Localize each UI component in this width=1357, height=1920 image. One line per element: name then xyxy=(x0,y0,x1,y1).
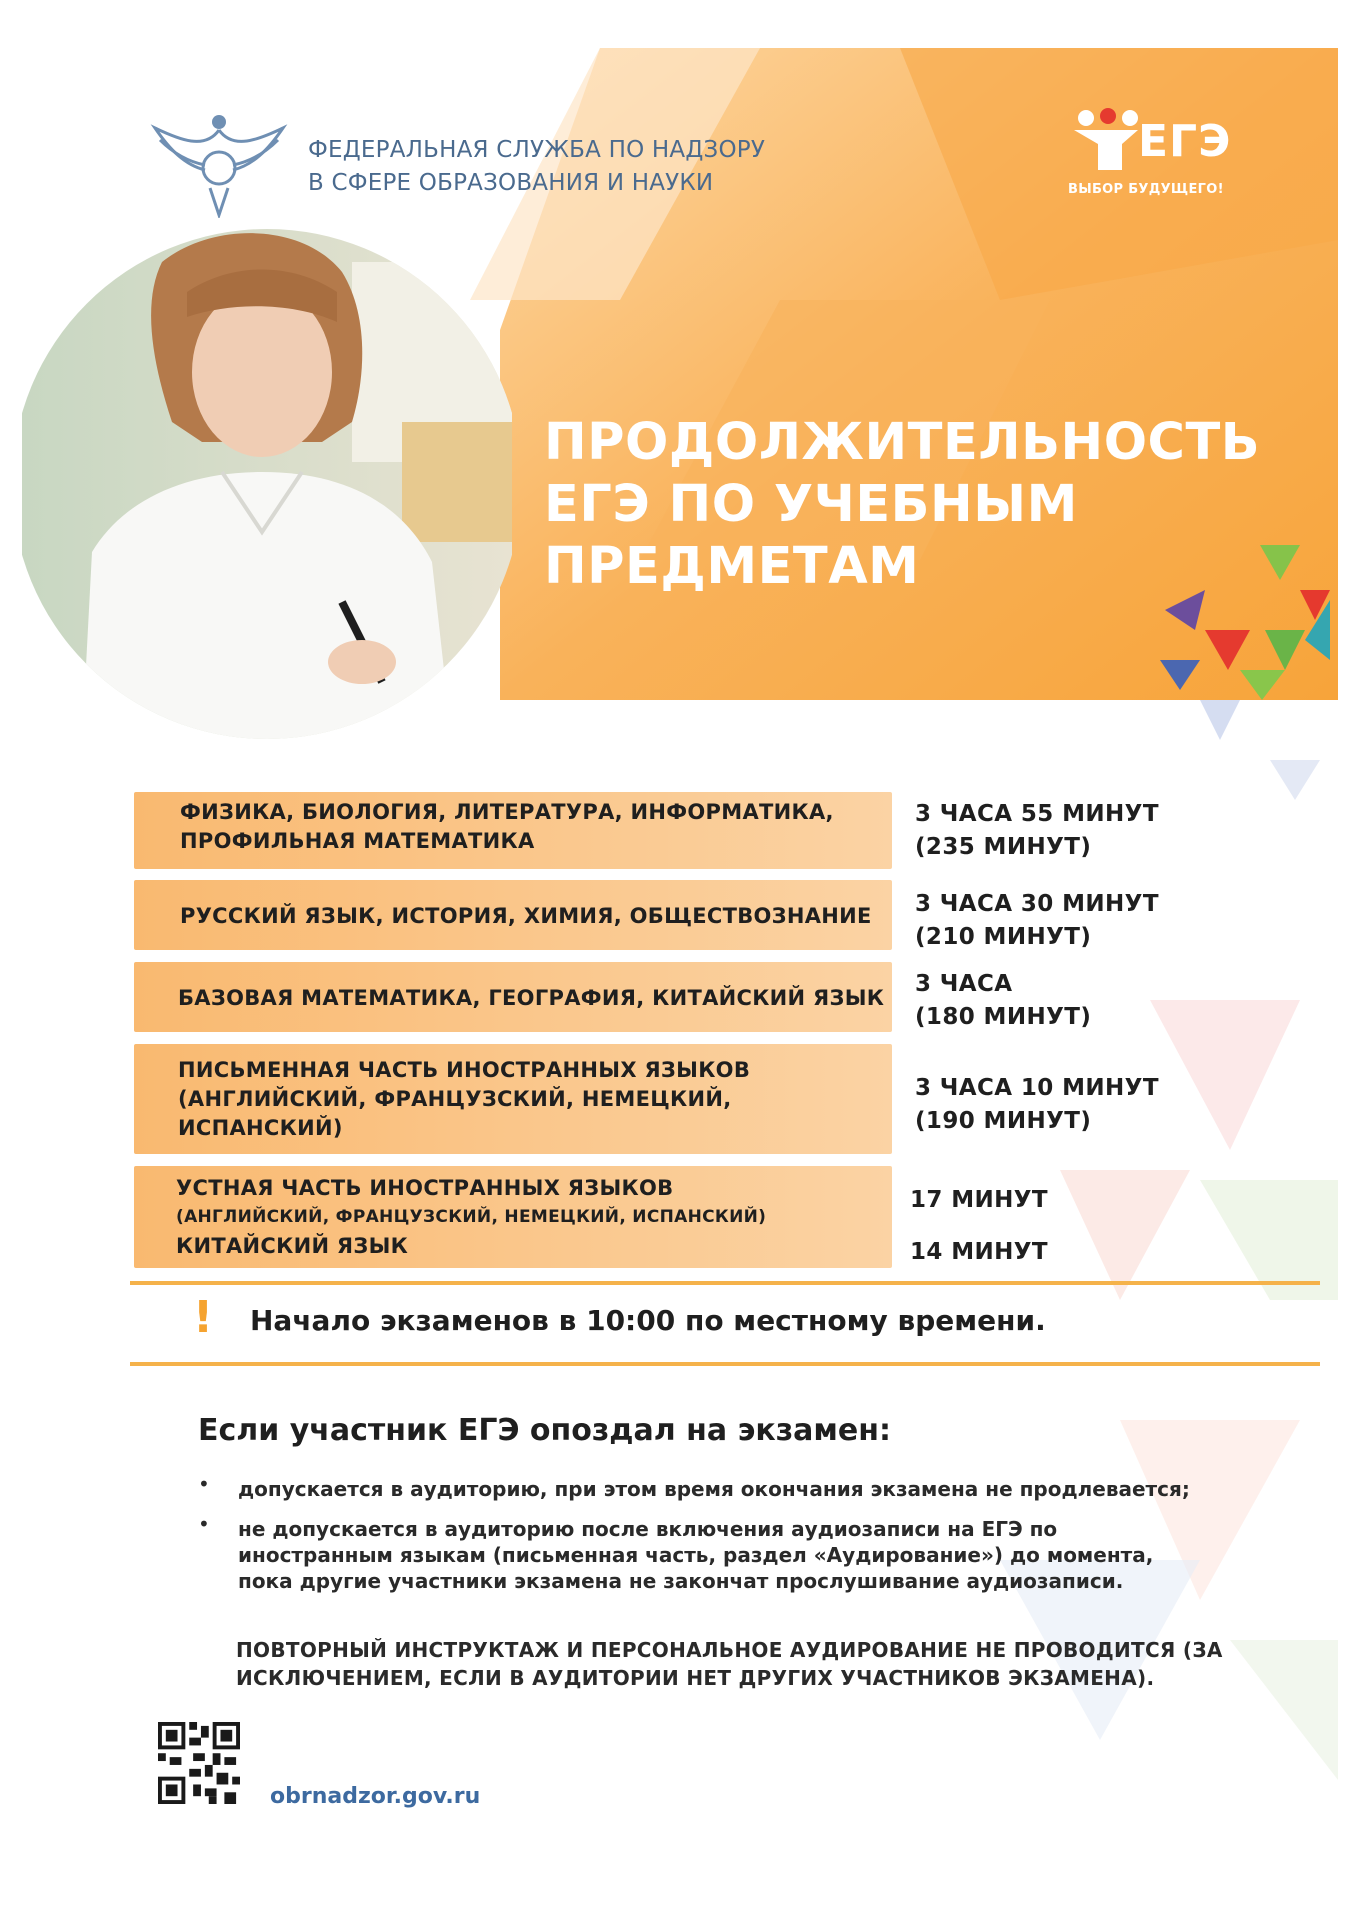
agency-line-1: ФЕДЕРАЛЬНАЯ СЛУЖБА ПО НАДЗОРУ xyxy=(308,137,766,163)
duration-line: 17 МИНУТ xyxy=(910,1187,1049,1213)
bullet-text: допускается в аудиторию, при этом время окончания экзамена не продлевается; xyxy=(238,1477,1190,1501)
duration-cell xyxy=(915,968,1091,1034)
note-line: ПОВТОРНЫЙ ИНСТРУКТАЖ И ПЕРСОНАЛЬНОЕ АУДИРОВАНИЕ НЕ ПРОВОДИТСЯ (ЗА xyxy=(236,1638,1223,1662)
duration-line: 3 ЧАСА 10 МИНУТ xyxy=(915,1075,1159,1101)
subject-cell xyxy=(178,984,884,1013)
bullet-icon: • xyxy=(198,1472,210,1496)
duration-line: (180 МИНУТ) xyxy=(915,1004,1092,1030)
bullet-text: не допускается в аудиторию после включения аудиозаписи на ЕГЭ по xyxy=(238,1517,1058,1541)
duration-cell xyxy=(915,798,1159,864)
bullet-icon: • xyxy=(198,1512,210,1536)
subject-cell xyxy=(178,1056,750,1143)
subject-line: БАЗОВАЯ МАТЕМАТИКА, ГЕОГРАФИЯ, КИТАЙСКИЙ ЯЗЫК xyxy=(178,986,885,1010)
duration-cell xyxy=(915,1072,1159,1138)
duration-line: (190 МИНУТ) xyxy=(915,1108,1092,1134)
website-link[interactable]: obrnadzor.gov.ru xyxy=(270,1784,481,1809)
subject-line: (АНГЛИЙСКИЙ, ФРАНЦУЗСКИЙ, НЕМЕЦКИЙ, xyxy=(178,1087,732,1111)
subject-line: (АНГЛИЙСКИЙ, ФРАНЦУЗСКИЙ, НЕМЕЦКИЙ, ИСПАНСКИЙ) xyxy=(176,1207,767,1227)
divider xyxy=(130,1362,1320,1366)
subject-line: КИТАЙСКИЙ ЯЗЫК xyxy=(176,1234,409,1258)
duration-cell xyxy=(915,888,1159,954)
divider xyxy=(130,1281,1320,1285)
duration-cell xyxy=(910,1184,1048,1269)
duration-line: 3 ЧАСА 30 МИНУТ xyxy=(915,891,1159,917)
list-item xyxy=(238,1516,1153,1594)
duration-line: 14 МИНУТ xyxy=(910,1239,1049,1265)
subject-cell xyxy=(180,902,872,931)
subject-line: УСТНАЯ ЧАСТЬ ИНОСТРАННЫХ ЯЗЫКОВ xyxy=(176,1176,674,1200)
bullet-text: иностранным языкам (письменная часть, раздел «Аудирование») до момента, xyxy=(238,1543,1154,1567)
list-item xyxy=(238,1476,1190,1502)
note-line: ИСКЛЮЧЕНИЕМ, ЕСЛИ В АУДИТОРИИ НЕТ ДРУГИХ УЧАСТНИКОВ ЭКЗАМЕНА). xyxy=(236,1666,1155,1690)
title-line-1: ПРОДОЛЖИТЕЛЬНОСТЬ xyxy=(544,413,1261,472)
title-line-3: ПРЕДМЕТАМ xyxy=(544,537,920,596)
page-title xyxy=(544,412,1260,598)
agency-name xyxy=(308,134,765,200)
late-arrival-title: Если участник ЕГЭ опоздал на экзамен: xyxy=(198,1413,892,1448)
exam-start-notice: Начало экзаменов в 10:00 по местному времени. xyxy=(250,1304,1046,1337)
subject-line: ИСПАНСКИЙ) xyxy=(178,1116,343,1140)
subject-line: ФИЗИКА, БИОЛОГИЯ, ЛИТЕРАТУРА, ИНФОРМАТИКА, xyxy=(180,800,834,824)
subject-cell xyxy=(180,798,834,856)
bullet-text: пока другие участники экзамена не закончат прослушивание аудиозаписи. xyxy=(238,1569,1124,1593)
agency-line-2: В СФЕРЕ ОБРАЗОВАНИЯ И НАУКИ xyxy=(308,170,714,196)
duration-line: 3 ЧАСА xyxy=(915,971,1013,997)
duration-line: 3 ЧАСА 55 МИНУТ xyxy=(915,801,1159,827)
subject-line: РУССКИЙ ЯЗЫК, ИСТОРИЯ, ХИМИЯ, ОБЩЕСТВОЗНАНИЕ xyxy=(180,904,872,928)
duration-line: (210 МИНУТ) xyxy=(915,924,1092,950)
duration-line: (235 МИНУТ) xyxy=(915,834,1092,860)
qr-code xyxy=(158,1722,240,1804)
double-headed-eagle-icon xyxy=(150,110,288,218)
repeat-instruction-note xyxy=(236,1636,1223,1692)
subject-line: ПРОФИЛЬНАЯ МАТЕМАТИКА xyxy=(180,829,535,853)
title-line-2: ЕГЭ ПО УЧЕБНЫМ xyxy=(544,475,1078,534)
ege-logo-title: ЕГЭ xyxy=(1138,116,1232,167)
student-photo xyxy=(22,222,512,742)
exclamation-icon: ! xyxy=(193,1292,214,1343)
subject-cell xyxy=(176,1174,766,1261)
subject-line: ПИСЬМЕННАЯ ЧАСТЬ ИНОСТРАННЫХ ЯЗЫКОВ xyxy=(178,1058,751,1082)
ege-logo-slogan: ВЫБОР БУДУЩЕГО! xyxy=(1068,182,1224,197)
